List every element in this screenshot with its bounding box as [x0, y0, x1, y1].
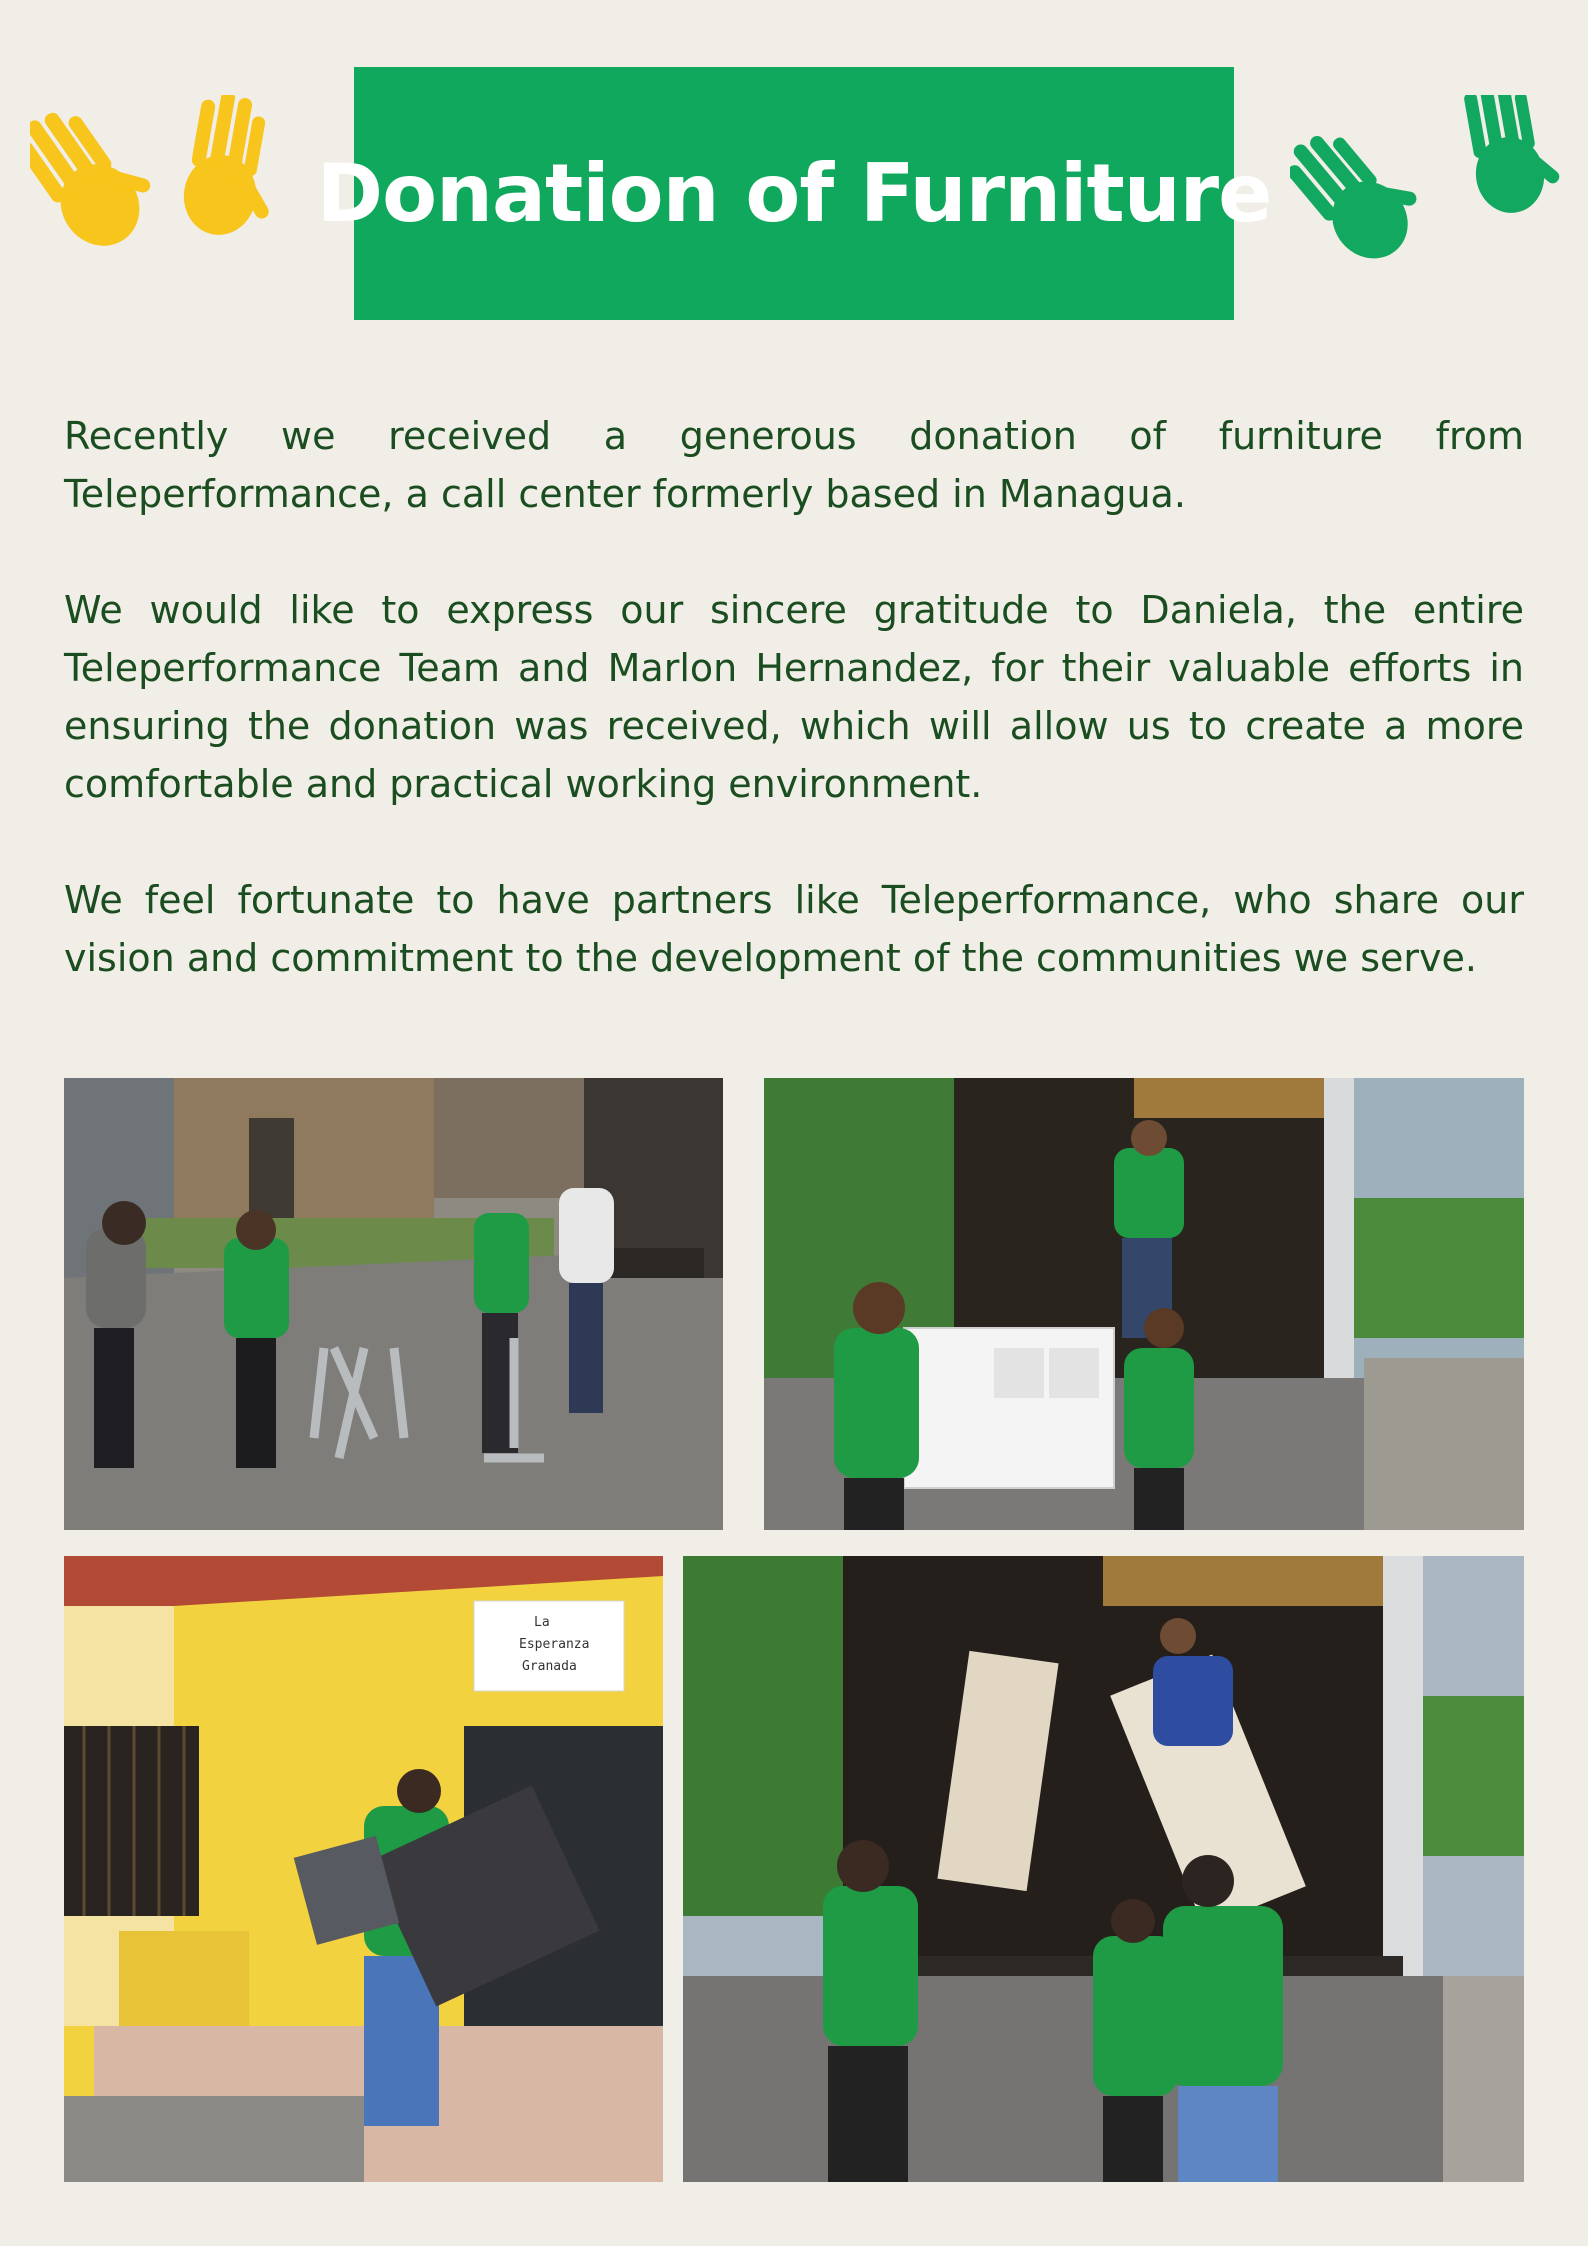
photo-unloading-panels	[683, 1556, 1524, 2182]
photo-unloading-cabinet	[764, 1078, 1524, 1530]
title-banner	[316, 67, 1272, 320]
photo-unloading-table-bases	[64, 1078, 723, 1530]
yellow-hands-icon	[30, 95, 290, 275]
sign-line-2: Esperanza	[519, 1637, 590, 1652]
page-title: Donation of Furniture	[316, 147, 1272, 240]
green-hands-icon	[1290, 95, 1570, 275]
gratitude-paragraph: We would like to express our sincere gratitude to Daniela, the entire Teleperformance Team and Marlon Hernandez, for their valuable efforts in ensuring the donation was received, which will allow us to create a more comfortable and practical working environment.	[64, 588, 1524, 806]
sign-line-1: La	[534, 1615, 550, 1630]
sign-line-3: Granada	[522, 1659, 577, 1674]
photo-carrying-into-building	[64, 1556, 663, 2182]
partnership-paragraph: We feel fortunate to have partners like Teleperformance, who share our vision and commitment to the development of the communities we serve.	[64, 878, 1524, 980]
intro-paragraph: Recently we received a generous donation of furniture from Teleperformance, a call center formerly based in Managua.	[64, 414, 1524, 516]
